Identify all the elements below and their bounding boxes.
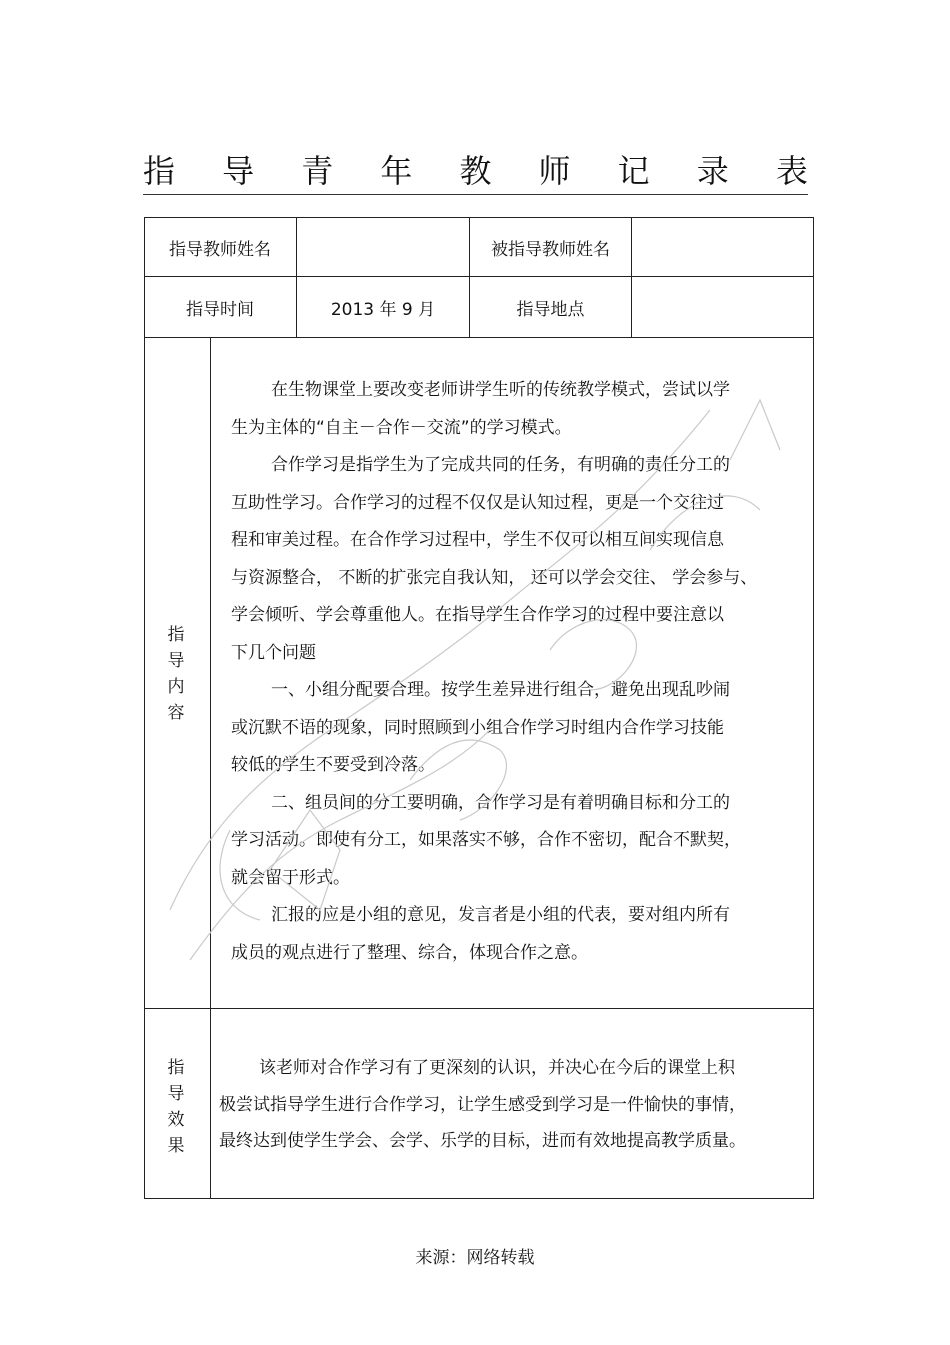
guidance-time-value: 2013 年 9 月 (330, 299, 436, 320)
mentee-name-value (632, 218, 813, 276)
text-line: 学会倾听、学会尊重他人。在指导学生合作学习的过程中要注意以 (231, 605, 724, 625)
label-char: 效 (167, 1110, 185, 1130)
title-char: 教 (459, 152, 492, 190)
table-border (144, 1198, 814, 1199)
text-line: 较低的学生不要受到冷落。 (231, 755, 435, 775)
title-char: 记 (617, 152, 650, 190)
label-char: 指 (167, 1058, 185, 1078)
text-line: 互助性学习。合作学习的过程不仅仅是认知过程，更是一个交往过 (231, 492, 724, 513)
guidance-content-text (231, 372, 757, 972)
text-line: 下几个问题 (231, 642, 316, 663)
guidance-place-label: 指导地点 (516, 299, 585, 320)
title-char: 年 (380, 152, 413, 190)
text-line: 就会留于形式。 (231, 867, 350, 888)
label-char: 导 (167, 651, 185, 671)
mentor-name-value (297, 218, 469, 276)
label-char: 指 (167, 625, 185, 645)
text-line: 程和审美过程。在合作学习过程中，学生不仅可以相互间实现信息 (231, 530, 724, 550)
label-char: 内 (167, 677, 185, 697)
text-line: 与资源整合， 不断的扩张完自我认知， 还可以学会交往、 学会参与、 (231, 567, 758, 588)
text-line: 一、小组分配要合理。按学生差异进行组合，避免出现乱吵闹 (271, 680, 730, 700)
text-line: 或沉默不语的现象，同时照顾到小组合作学习时组内合作学习技能 (231, 717, 724, 738)
text-line: 最终达到使学生学会、会学、乐学的目标，进而有效地提高教学质量。 (219, 1131, 746, 1151)
text-line: 该老师对合作学习有了更深刻的认识，并决心在今后的课堂上积 (259, 1058, 735, 1078)
guidance-content-label (164, 622, 188, 726)
mentor-name-label: 指导教师姓名 (169, 239, 271, 260)
table-border (210, 337, 211, 1199)
title-char: 青 (301, 152, 334, 190)
table-border (144, 337, 814, 338)
label-char: 容 (167, 703, 185, 723)
text-line: 在生物课堂上要改变老师讲学生听的传统教学模式，尝试以学 (271, 380, 730, 400)
title-char: 录 (696, 152, 729, 190)
guidance-place-value (632, 277, 813, 337)
guidance-effect-text (219, 1050, 746, 1160)
title-char: 导 (222, 152, 255, 190)
mentee-name-label: 被指导教师姓名 (491, 239, 610, 260)
table-border (144, 1008, 814, 1009)
guidance-effect-label (164, 1055, 188, 1159)
source-footer: 来源：网络转载 (415, 1248, 535, 1268)
title-char: 指 (143, 152, 176, 190)
title-char: 师 (538, 152, 571, 190)
text-line: 成员的观点进行了整理、综合，体现合作之意。 (231, 942, 588, 963)
text-line: 学习活动。即使有分工，如果落实不够，合作不密切，配合不默契， (231, 830, 741, 850)
text-line: 汇报的应是小组的意见，发言者是小组的代表，要对组内所有 (271, 905, 730, 925)
text-line: 生为主体的“自主－合作－交流”的学习模式。 (231, 417, 572, 438)
text-line: 二、组员间的分工要明确，合作学习是有着明确目标和分工的 (271, 792, 730, 813)
label-char: 导 (167, 1084, 185, 1104)
table-border (144, 217, 145, 1199)
guidance-time-label: 指导时间 (186, 299, 254, 320)
title-char: 表 (775, 152, 808, 190)
label-char: 果 (167, 1136, 185, 1156)
text-line: 极尝试指导学生进行合作学习，让学生感受到学习是一件愉快的事情， (219, 1094, 746, 1115)
table-border (813, 217, 814, 1199)
text-line: 合作学习是指学生为了完成共同的任务，有明确的责任分工的 (271, 455, 730, 475)
